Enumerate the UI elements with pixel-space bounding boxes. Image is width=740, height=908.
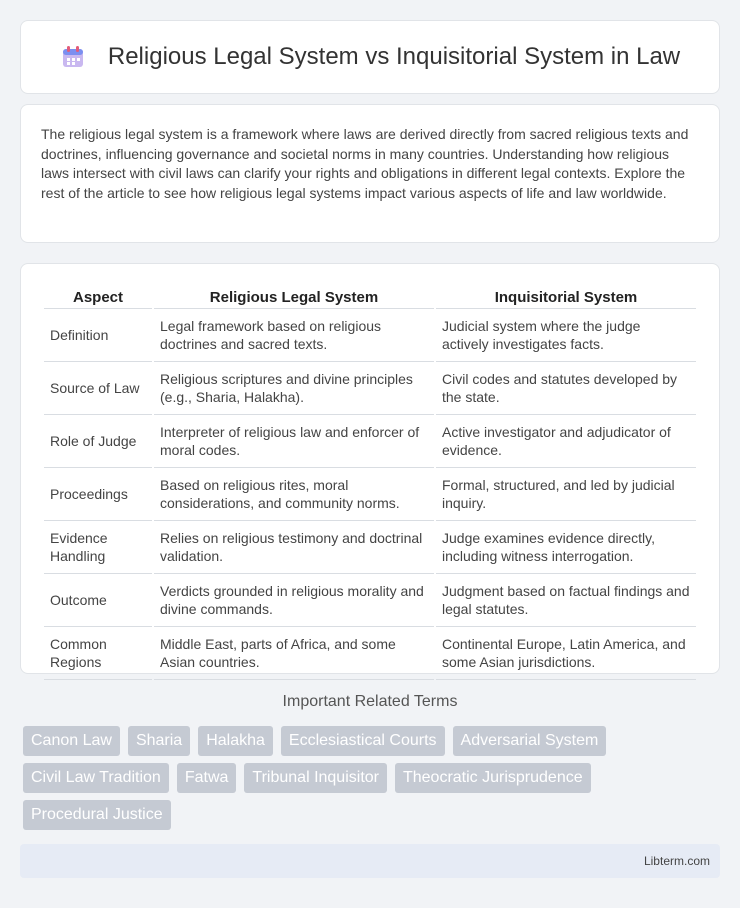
table-cell: Role of Judge [44,415,152,468]
table-cell: Legal framework based on religious doctrines and sacred texts. [154,309,434,362]
table-cell: Relies on religious testimony and doctrinal validation. [154,521,434,574]
related-term-tag[interactable]: Procedural Justice [23,800,171,830]
table-cell: Outcome [44,574,152,627]
table-cell: Religious scriptures and divine principles (e.g., Sharia, Halakha). [154,362,434,415]
comparison-table-card [20,263,720,674]
intro-card [20,104,720,243]
table-cell: Civil codes and statutes developed by the state. [436,362,696,415]
table-row [44,415,696,468]
related-term-tag[interactable]: Civil Law Tradition [23,763,169,793]
related-term-tag[interactable]: Halakha [198,726,273,756]
header-card [20,20,720,94]
table-cell: Judge examines evidence directly, including witness interrogation. [436,521,696,574]
table-cell: Verdicts grounded in religious morality and divine commands. [154,574,434,627]
related-term-tag[interactable]: Theocratic Jurisprudence [395,763,591,793]
table-cell: Source of Law [44,362,152,415]
table-cell: Based on religious rites, moral considerations, and community norms. [154,468,434,521]
intro-text: The religious legal system is a framework where laws are derived directly from sacred religious texts and doctrines, influencing governance and societal norms in many countries. Understanding how religious laws intersect with civil laws can clarify your rights and obligations in different legal contexts. Explore the rest of the article to see how religious legal systems impact various aspects of life and law worldwide. [41,126,689,201]
comparison-table [42,284,698,680]
table-row [44,521,696,574]
table-cell: Interpreter of religious law and enforcer of moral codes. [154,415,434,468]
table-row [44,627,696,680]
table-row [44,574,696,627]
table-cell: Judicial system where the judge actively investigates facts. [436,309,696,362]
column-header: Aspect [44,284,152,309]
calendar-icon [60,44,86,70]
related-term-tag[interactable]: Fatwa [177,763,237,793]
table-cell: Judgment based on factual findings and legal statutes. [436,574,696,627]
related-term-tag[interactable]: Adversarial System [453,726,607,756]
related-term-tag[interactable]: Sharia [128,726,190,756]
table-row [44,309,696,362]
related-term-tag[interactable]: Canon Law [23,726,120,756]
table-cell: Active investigator and adjudicator of evidence. [436,415,696,468]
table-cell: Middle East, parts of Africa, and some Asian countries. [154,627,434,680]
related-term-tag[interactable]: Tribunal Inquisitor [244,763,387,793]
table-cell: Formal, structured, and led by judicial inquiry. [436,468,696,521]
footer-site-link[interactable]: Libterm.com [643,854,710,868]
table-cell: Common Regions [44,627,152,680]
table-header-row [44,284,696,309]
column-header: Religious Legal System [154,284,434,309]
column-header: Inquisitorial System [436,284,696,309]
related-terms-title: Important Related Terms [282,693,458,710]
table-row [44,362,696,415]
related-term-tag[interactable]: Ecclesiastical Courts [281,726,445,756]
table-row [44,468,696,521]
table-cell: Definition [44,309,152,362]
page-title: Religious Legal System vs Inquisitorial System in Law [107,43,681,70]
table-cell: Continental Europe, Latin America, and some Asian jurisdictions. [436,627,696,680]
footer [20,844,720,878]
table-cell: Proceedings [44,468,152,521]
related-terms-list [23,726,713,830]
table-cell: Evidence Handling [44,521,152,574]
